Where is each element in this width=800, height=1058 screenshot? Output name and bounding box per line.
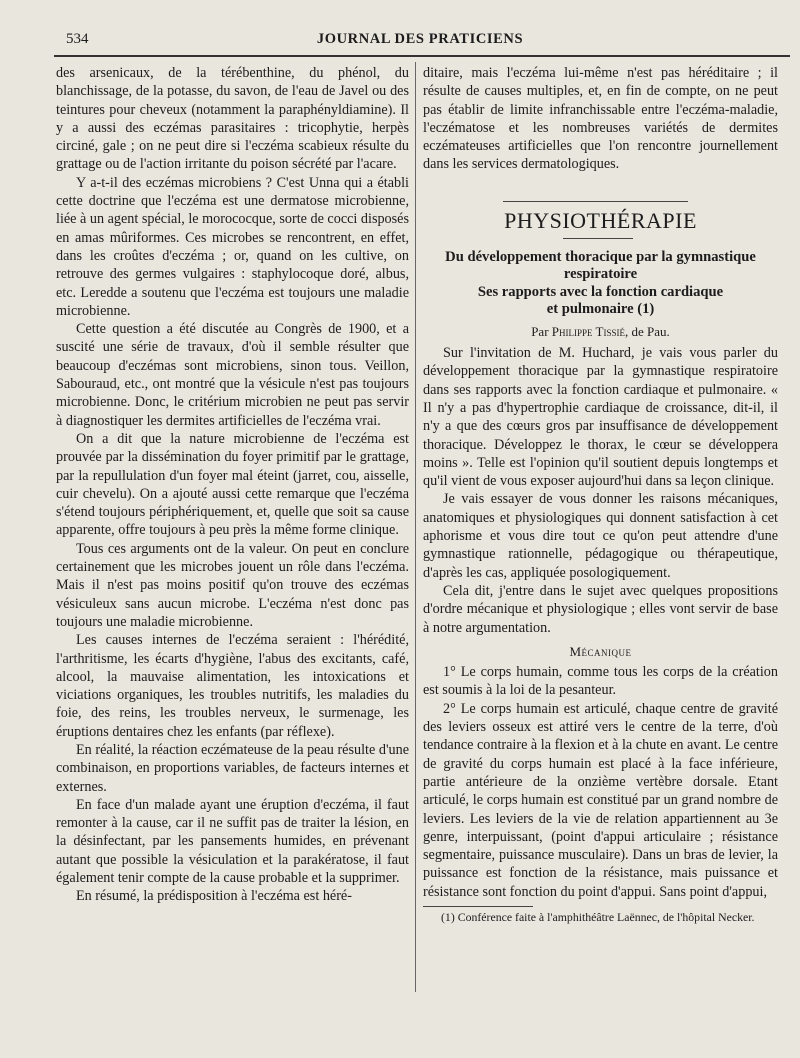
author-name: Philippe Tissié [551, 323, 625, 339]
right-paragraph-1: Sur l'invitation de M. Huchard, je vais vous parler du développement thoracique par la gymnastique respiratoire dans ses rapports avec la fonction cardiaque et pulmonaire. « Il n'y a pas d'hypertrophie cardiaque de croissance, dit-il, il n'y a que des cœurs gros par insuffisance de développement thoracique. Développez le thorax, le cœur se développera moins ». Telle est l'opinion qu'il soutient depuis longtemps et qu'il vient de vous exposer aujourd'hui dans sa leçon clinique. [423, 345, 778, 490]
section-rule-top [503, 201, 688, 202]
left-paragraph-3: Cette question a été discutée au Congrès de 1900, et a suscité une série de travaux, d'où il semble résulter que beaucoup d'eczémas sont microbiens, sinon tous. Veillon, Sabouraud, etc., ont montré que la vésicule n'est pas toujours microbienne. Donc, le critérium microbien ne peut pas servir à diagnostiquer les dermites artificielles de l'eczéma vrai. [56, 321, 409, 429]
left-paragraph-8: En face d'un malade ayant une éruption d'eczéma, il faut remonter à la cause, car il ne suffit pas de traiter la lésion, en la désinfectant, par les pansements humides, en prévenant autant que possible la vésiculation et la parakératose, il faut également tenir compte de la cause probable et la supprimer. [56, 796, 409, 887]
section-rule-bottom [563, 238, 633, 239]
right-paragraph-continuation: ditaire, mais l'eczéma lui-même n'est pas héréditaire ; il résulte de causes multiples, et, en fin de compte, on ne peut pas établir de limite infranchissable entre l'eczéma-maladie, l'eczématose et les nombreuses variétés de dermites eczémateuses artificielles que l'on rencontre journellement dans les services dermatologiques. [423, 65, 778, 173]
journal-title: JOURNAL DES PRATICIENS [316, 31, 524, 47]
left-paragraph-9: En résumé, la prédisposition à l'eczéma est héré- [76, 888, 352, 905]
article-title-line-1: Du développement thoracique par la gymnastique [445, 248, 756, 265]
left-column [56, 64, 409, 906]
left-paragraph-7: En réalité, la réaction eczémateuse de la peau résulte d'une combinaison, en proportions variables, de facteurs internes et externes. [56, 741, 409, 795]
article-title-line-3: Ses rapports avec la fonction cardiaque [477, 283, 724, 300]
footnote: (1) Conférence faite à l'amphithéâtre Laënnec, de l'hôpital Necker. [441, 909, 755, 924]
page-header [54, 28, 786, 52]
mechanics-item-2: 2° Le corps humain est articulé, chaque centre de gravité des leviers osseux est attiré vers le centre de la terre, d'où tendance contraire à la flexion et à la chute en avant. Le centre de gravité du corps humain est placé à la face inférieure, partie antérieure de la onzième vertèbre dorsale. Etant articulé, le corps humain est constitué par un grand nombre de leviers. Les leviers de la vie de relation appartiennent au 3e genre, interpuissant, (point d'appui articulaire ; résistance segmentaire, puissance musculaire). Dans un bras de levier, la puissance est fonction de la résistance, mais puissance et résistance sont fonction du point d'appui. Sans point d'appui, [423, 700, 778, 900]
byline-prefix: Par [531, 323, 549, 339]
article-byline [423, 323, 778, 341]
article-title [423, 249, 778, 319]
footnote-rule [423, 906, 533, 907]
left-paragraph-5: Tous ces arguments ont de la valeur. On peut en conclure certainement que les microbes jouent un rôle dans l'eczéma. Mais il n'est pas moins positif qu'on trouve des eczémas vésiculeux sans aucun microbe. L'eczéma n'est donc pas toujours une maladie microbienne. [56, 540, 409, 630]
left-paragraph-6: Les causes internes de l'eczéma seraient : l'hérédité, l'arthritisme, les écarts d'hygiène, l'abus des excitants, café, alcool, la mauvaise alimentation, les intoxications et viciations organiques, les troubles nutritifs, les maladies du foie, des reins, les troubles nerveux, le surmenage, les éruptions dentaires chez les enfants (par réflexe). [56, 632, 409, 740]
author-location: , de Pau. [625, 323, 670, 339]
right-paragraph-3: Cela dit, j'entre dans le sujet avec quelques propositions d'ordre mécanique et physiologique ; elles vont servir de base à notre argumentation. [423, 582, 778, 636]
page-number: 534 [66, 31, 89, 47]
article-title-line-4: et pulmonaire (1) [546, 301, 655, 318]
right-column [423, 64, 778, 925]
right-paragraph-2: Je vais essayer de vous donner les raisons mécaniques, anatomiques et physiologiques qui donnent satisfaction à cet aphorisme et vous dire tout ce qu'on peut attendre d'une gymnastique rationnelle, pédagogique ou thérapeutique, d'après les cas, appliquée posologiquement. [423, 491, 778, 581]
article-title-line-2: respiratoire [563, 266, 638, 283]
mechanics-item-1: 1° Le corps humain, comme tous les corps de la création est soumis à la loi de la pesanteur. [423, 664, 778, 699]
column-divider [415, 62, 416, 992]
subhead-mecanique: Mécanique [569, 643, 632, 659]
left-paragraph-2: Y a-t-il des eczémas microbiens ? C'est Unna qui a établi cette doctrine que l'eczéma est une dermatose microbienne, liée à un agent spécial, le morococque, sorte de cocci disposés en amas mûriformes. Ces microbes se rencontrent, en effet, dans les croûtes d'eczéma ; or, quand on les cultive, on retrouve des germes vulgaires : staphylocoque doré, albus, etc. Leredde a soutenu que l'eczéma est toujours une maladie microbienne. [56, 174, 409, 319]
section-title: PHYSIOTHÉRAPIE [504, 207, 697, 233]
left-paragraph-1: des arsenicaux, de la térébenthine, du phénol, du blanchissage, de la potasse, du savon, de l'eau de Javel ou des teintures pour cheveux (notamment la paraphényldiamine). Il y a aussi des eczémas parasitaires : tricophytie, herpès circiné, gale ; on ne peut dire si l'eczéma scabieux résulte du grattage ou de l'action irritante du poison sécrété par l'acare. [56, 65, 409, 173]
header-rule [54, 55, 790, 57]
left-paragraph-4: On a dit que la nature microbienne de l'eczéma est prouvée par la dissémination du foyer primitif par le grattage, par la repullulation d'un foyer mal éteint (jarret, cou, aisselle, cuir chevelu). On a ajouté aussi cette remarque que l'eczéma s'étend toujours périphériquement, et, quelle que soit sa cause apparente, offre toujours à peu près la même forme clinique. [56, 430, 409, 539]
